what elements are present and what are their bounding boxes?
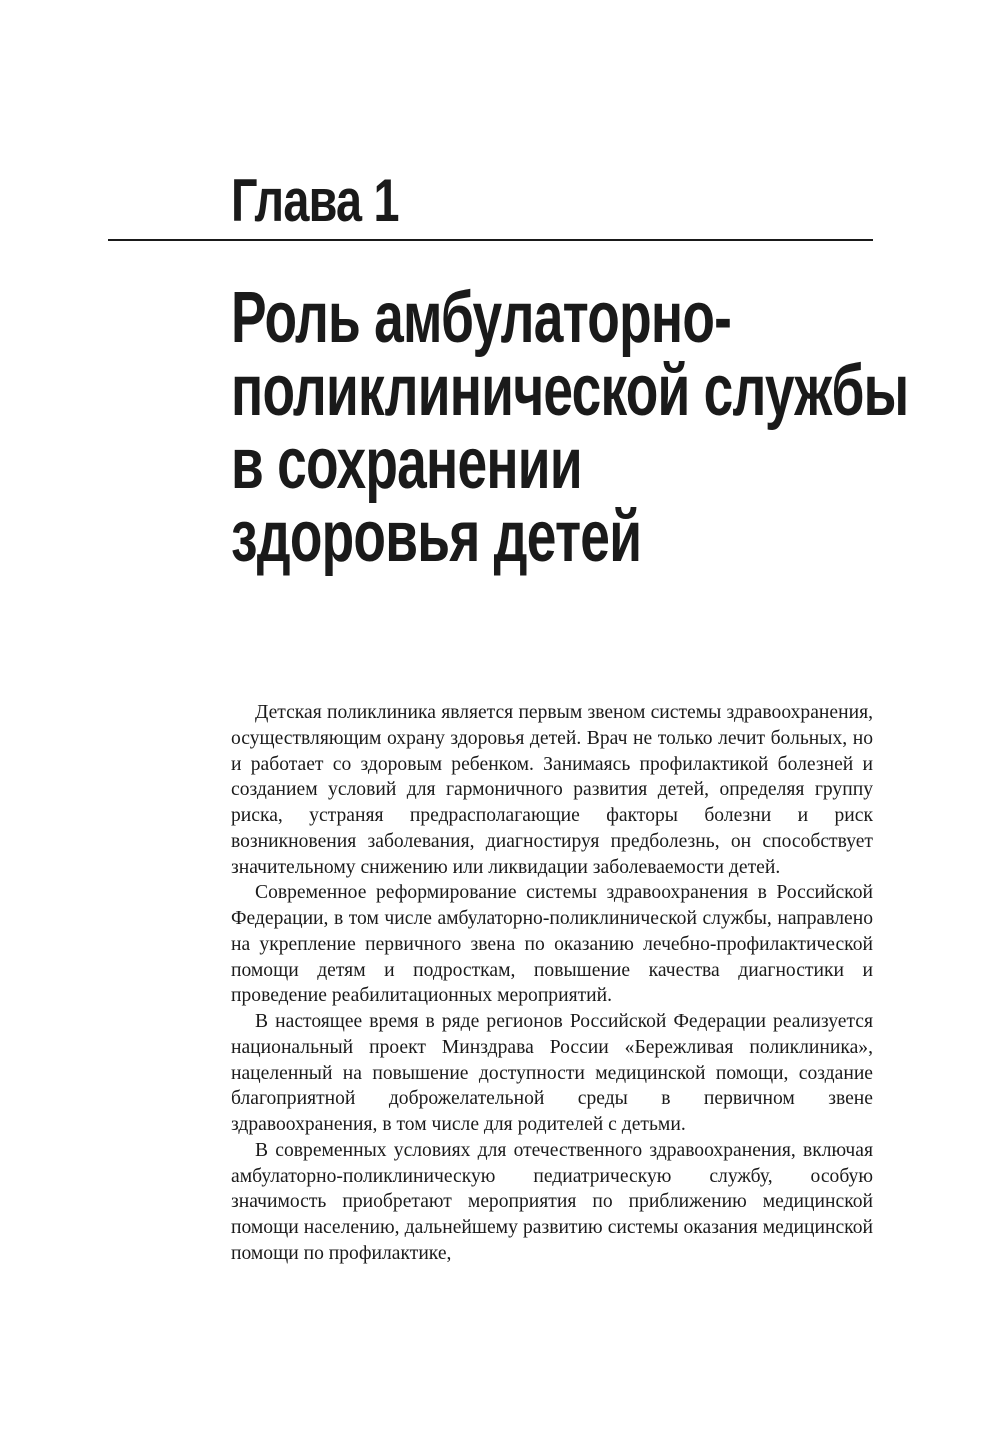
- paragraph: Современное реформирование системы здравоохранения в Российской Федерации, в том числе амбулаторно-поликлинической службы, направлено на укрепление первичного звена по оказанию лечебно-профилактической помощи детям и подросткам, повышение качества диагностики и проведение реабилитационных мероприятий.: [231, 882, 873, 1007]
- chapter-label: Глава 1: [231, 167, 399, 234]
- paragraph: В современных условиях для отечественного здравоохранения, включая амбулаторно-поликлиническую педиатрическую службу, особую значимость приобретают мероприятия по приближению медицинской помощи населению, дальнейшему развитию системы оказания медицинской помощи по профилактике,: [231, 1139, 873, 1264]
- body-text: [231, 700, 873, 1267]
- paragraph: В настоящее время в ряде регионов Российской Федерации реализуется национальный проект Минздрава России «Бережливая поликлиника», нацеленный на повышение доступности медицинской помощи, создание благоприятной доброжелательной среды в первичном звене здравоохранения, в том числе для родителей с детьми.: [231, 1011, 873, 1135]
- chapter-title-line: поликлинической службы: [231, 351, 909, 431]
- chapter-title-line: здоровья детей: [231, 497, 642, 577]
- chapter-divider: [108, 239, 873, 241]
- chapter-title-line: Роль амбулаторно-: [231, 278, 732, 358]
- chapter-title: [231, 278, 909, 577]
- chapter-title-line: в сохранении: [231, 424, 582, 504]
- paragraph: Детская поликлиника является первым звеном системы здравоохранения, осуществляющим охрану здоровья детей. Врач не только лечит больных, но и работает со здоровым ребенком. Занимаясь профилактикой болезней и созданием условий для гармоничного развития детей, определяя группу риска, устраняя предрасполагающие факторы болезни и риск возникновения заболевания, диагностируя предболезнь, он способствует значительному снижению или ликвидации заболеваемости детей.: [231, 702, 873, 878]
